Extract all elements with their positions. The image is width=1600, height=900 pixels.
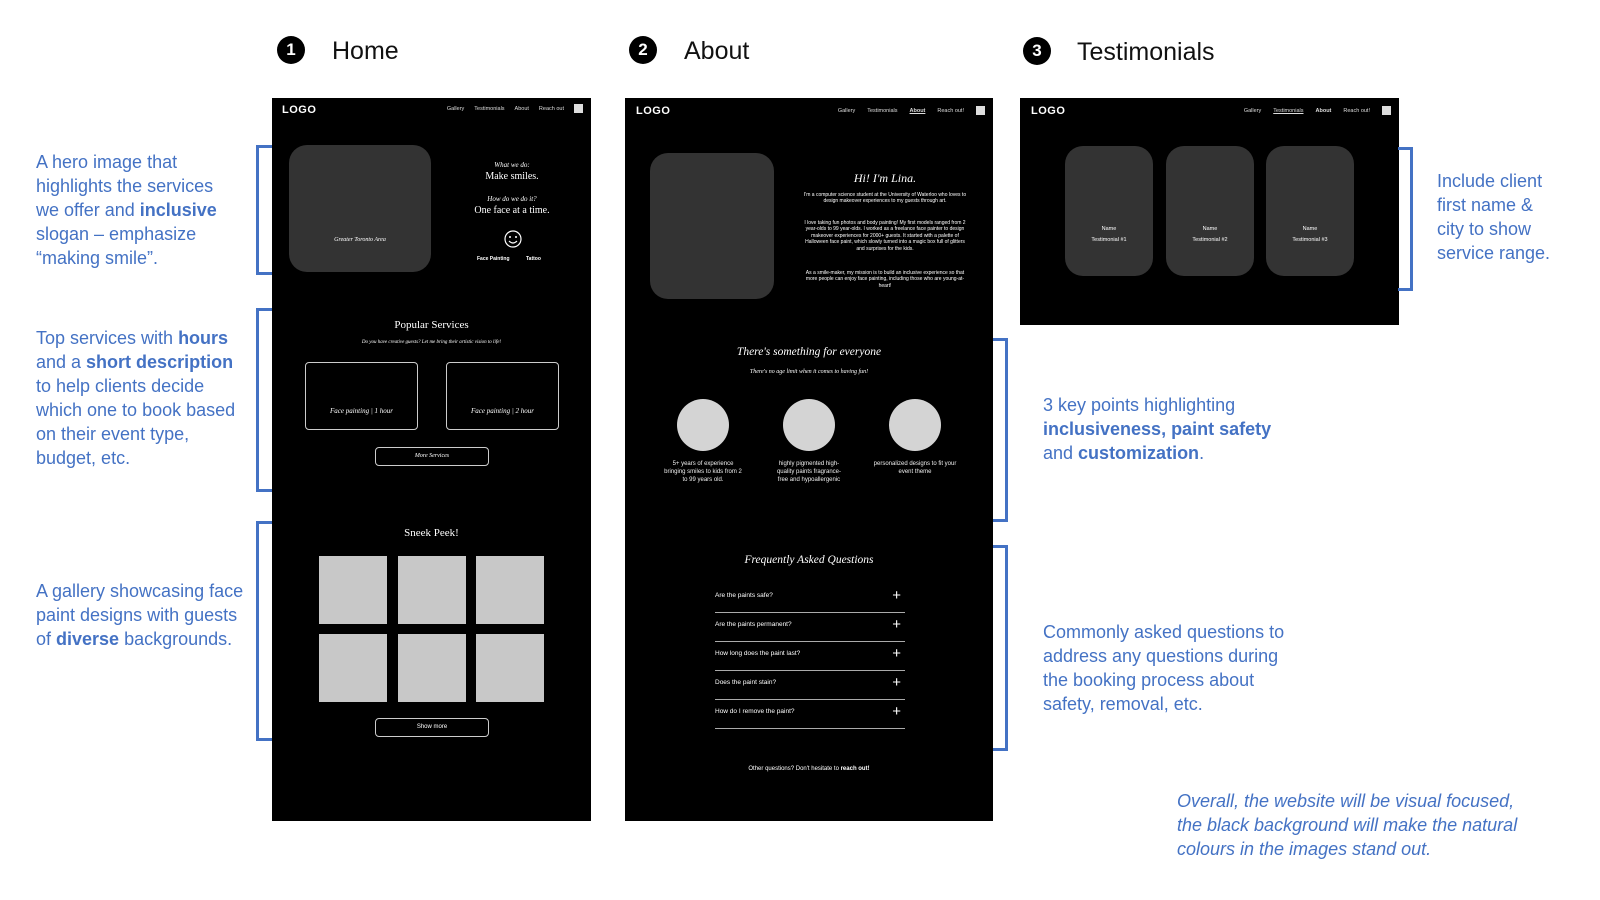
service-card-1[interactable]: Face painting | 1 hour	[305, 362, 418, 430]
testimonial-name: Name	[1202, 226, 1218, 232]
section-number-about: 2	[629, 36, 657, 64]
faq-question: Does the paint stain?	[715, 679, 777, 686]
logo[interactable]: LOGO	[636, 105, 671, 117]
gallery-image[interactable]	[398, 634, 466, 702]
nav-about[interactable]: About	[909, 107, 926, 114]
section-title-about: About	[684, 37, 750, 65]
plus-icon[interactable]: +	[892, 616, 901, 633]
testimonial-name: Name	[1101, 226, 1117, 232]
keypoint-image	[783, 399, 835, 451]
how-question: How do we do it?	[487, 195, 537, 203]
faq-question: Are the paints safe?	[715, 592, 773, 599]
show-more-button[interactable]: Show more	[375, 718, 489, 737]
section-title-home: Home	[332, 37, 399, 65]
bracket-gallery	[256, 521, 273, 741]
about-wireframe	[625, 98, 993, 821]
faq-question: How long does the paint last?	[715, 650, 801, 657]
note-overall: Overall, the website will be visual focused, the black background will make the natural colours in the images stand out.	[1177, 791, 1518, 859]
service-card-2[interactable]: Face painting | 2 hour	[446, 362, 559, 430]
plus-icon[interactable]: +	[892, 645, 901, 662]
faq-item[interactable]	[715, 613, 905, 642]
more-services-button[interactable]: More Services	[375, 447, 489, 466]
hero-image	[289, 145, 431, 272]
bracket-faq	[993, 545, 1008, 751]
nav-reach-out[interactable]: Reach out!	[937, 107, 964, 114]
faq-question: Are the paints permanent?	[715, 621, 792, 628]
popular-services-subtitle: Do you have creative guests? Let me bring their artistic vision to life!	[361, 340, 502, 345]
section-number-home: 1	[277, 36, 305, 64]
testimonial-label: Testimonial #2	[1192, 237, 1228, 243]
keypoint-paints: highly pigmented high-quality paints fragrance-free and hypoallergenic	[776, 461, 842, 483]
hero-location: Greater Toronto Area	[334, 237, 386, 243]
note-keypoints: 3 key points highlighting inclusiveness, paint safety and customization.	[1043, 395, 1272, 463]
keypoint-personalized: personalized designs to fit your event theme	[873, 461, 957, 475]
faq-item[interactable]	[715, 700, 905, 729]
nav-about[interactable]: About	[1315, 107, 1332, 114]
bracket-hero	[256, 145, 273, 275]
logo[interactable]: LOGO	[1031, 105, 1066, 117]
popular-services-title: Popular Services	[394, 319, 469, 331]
faq-item[interactable]	[715, 584, 905, 613]
nav-testimonials[interactable]: Testimonials	[867, 107, 898, 114]
bracket-keypoints	[993, 338, 1008, 522]
about-bio-1: I'm a computer science student at the University of Waterloo who loves to design makeover experiences to my guests through art.	[803, 192, 967, 205]
testimonial-card-3[interactable]	[1266, 146, 1354, 276]
logo[interactable]: LOGO	[282, 104, 317, 116]
gallery-image[interactable]	[476, 634, 544, 702]
faq-question: How do I remove the paint?	[715, 708, 795, 715]
faq-item[interactable]	[715, 642, 905, 671]
home-wireframe	[272, 98, 591, 821]
keypoint-image	[889, 399, 941, 451]
about-bio-2: I love taking fun photos and body painting! My first models ranged from 2 year-olds to 99 year-olds. I worked as a freelance face painter to design makeover experiences for 2000+ guests. It started with a palette of Halloween face paint, which slowly turned into a magic box full of glitters and surprises for the kids.	[804, 220, 966, 252]
menu-icon[interactable]	[976, 106, 985, 115]
section-number-testimonials: 3	[1023, 37, 1051, 65]
tag-face-painting[interactable]: Face Painting	[477, 256, 510, 262]
everyone-title: There's something for everyone	[736, 346, 882, 358]
gallery-image[interactable]	[319, 634, 387, 702]
sneek-peek-title: Sneek Peek!	[404, 527, 459, 539]
testimonial-label: Testimonial #1	[1091, 237, 1127, 243]
nav-gallery[interactable]: Gallery	[837, 107, 856, 114]
note-services: Top services with hours and a short description to help clients decide which one to book based on their event type, budget, etc.	[36, 328, 236, 468]
nav-bar	[1244, 106, 1391, 115]
nav-reach-out[interactable]: Reach out	[538, 105, 564, 112]
about-greeting: Hi! I'm Lina.	[853, 171, 917, 185]
testimonial-card-1[interactable]	[1065, 146, 1153, 276]
profile-image	[650, 153, 774, 299]
nav-reach-out[interactable]: Reach out!	[1343, 107, 1370, 114]
testimonial-label: Testimonial #3	[1292, 237, 1328, 243]
keypoint-experience: 5+ years of experience bringing smiles to kids from 2 to 99 years old.	[664, 461, 742, 483]
nav-testimonials[interactable]: Testimonials	[1273, 107, 1304, 114]
what-question: What we do:	[494, 161, 530, 169]
gallery-image[interactable]	[319, 556, 387, 624]
gallery-image[interactable]	[398, 556, 466, 624]
menu-icon[interactable]	[1382, 106, 1391, 115]
plus-icon[interactable]: +	[892, 703, 901, 720]
note-faq: Commonly asked questions to address any questions during the booking process about safety, removal, etc.	[1043, 622, 1285, 714]
testimonials-wireframe	[1020, 98, 1399, 325]
faq-title: Frequently Asked Questions	[744, 554, 874, 566]
note-gallery: A gallery showcasing face paint designs with guests of diverse backgrounds.	[36, 581, 244, 649]
reach-out-link[interactable]: reach out!	[840, 766, 870, 772]
faq-footer: Other questions? Don't hesitate to reach out!	[748, 766, 870, 772]
nav-bar	[447, 104, 583, 113]
everyone-subtitle: There's no age limit when it comes to having fun!	[749, 369, 869, 375]
bracket-services	[256, 308, 273, 492]
menu-icon[interactable]	[574, 104, 583, 113]
note-hero: A hero image that highlights the services we offer and inclusive slogan – emphasize “making smile”.	[36, 152, 217, 268]
plus-icon[interactable]: +	[892, 587, 901, 604]
nav-bar	[838, 106, 985, 115]
note-testimonials: Include client first name & city to show service range.	[1437, 171, 1551, 263]
smiley-icon	[503, 229, 523, 249]
nav-about[interactable]: About	[514, 105, 529, 112]
about-bio-3: As a smile-maker, my mission is to build an inclusive experience so that more people can enjoy face painting, including those who are young-at-heart!	[805, 270, 965, 289]
testimonial-card-2[interactable]	[1166, 146, 1254, 276]
nav-gallery[interactable]: Gallery	[446, 105, 465, 112]
tag-tattoo[interactable]: Tattoo	[526, 256, 541, 262]
section-title-testimonials: Testimonials	[1077, 38, 1215, 66]
how-answer: One face at a time.	[474, 205, 550, 216]
plus-icon[interactable]: +	[892, 674, 901, 691]
gallery-image[interactable]	[476, 556, 544, 624]
testimonial-name: Name	[1302, 226, 1318, 232]
keypoint-image	[677, 399, 729, 451]
nav-testimonials[interactable]: Testimonials	[474, 105, 505, 112]
what-answer: Make smiles.	[485, 171, 539, 182]
faq-item[interactable]	[715, 671, 905, 700]
bracket-testimonials	[1398, 147, 1413, 291]
nav-gallery[interactable]: Gallery	[1243, 107, 1262, 114]
